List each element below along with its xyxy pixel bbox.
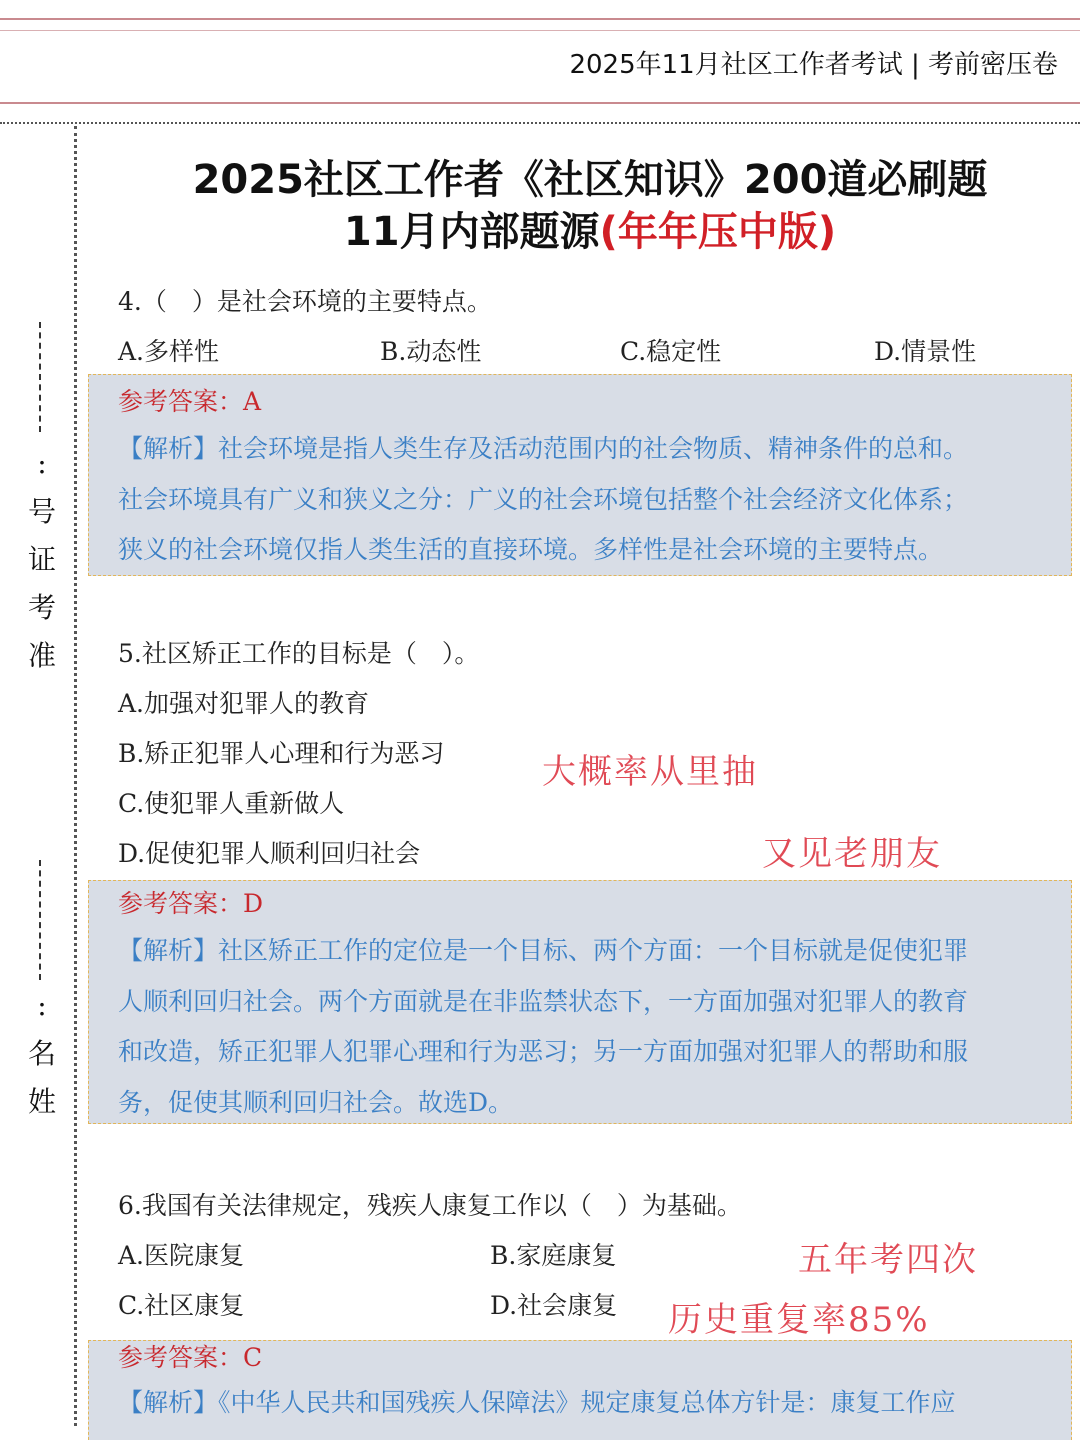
side-char: 准 bbox=[27, 639, 56, 672]
question-6-answer: 参考答案：C bbox=[118, 1343, 263, 1372]
header-text: 2025年11月社区工作者考试 | 考前密压卷 bbox=[569, 50, 1058, 80]
question-4-stem: 4.（ ）是社会环境的主要特点。 bbox=[118, 287, 492, 316]
question-5-option-b: B.矫正犯罪人心理和行为恶习 bbox=[118, 739, 445, 768]
question-6-option-a: A.医院康复 bbox=[118, 1241, 245, 1270]
handwritten-note: 又见老朋友 bbox=[762, 834, 942, 874]
side-label-exam-id bbox=[22, 440, 62, 680]
question-5-option-a: A.加强对犯罪人的教育 bbox=[118, 689, 370, 718]
question-6-stem: 6.我国有关法律规定，残疾人康复工作以（ ）为基础。 bbox=[118, 1191, 742, 1220]
question-4-option-b: B.动态性 bbox=[380, 337, 482, 366]
side-char: 证 bbox=[27, 543, 56, 576]
handwritten-note: 五年考四次 bbox=[798, 1240, 978, 1280]
question-4-option-c: C.稳定性 bbox=[620, 337, 722, 366]
question-6-option-b: B.家庭康复 bbox=[490, 1241, 617, 1270]
subtitle-main: 11月内部题源 bbox=[343, 209, 600, 255]
explanation-line: 【解析】《中华人民共和国残疾人保障法》规定康复总体方针是：康复工作应 bbox=[118, 1388, 956, 1417]
question-4-option-d: D.情景性 bbox=[874, 337, 977, 366]
page-subtitle bbox=[100, 200, 1080, 257]
page-title: 2025社区工作者《社区知识》200道必刷题 bbox=[192, 157, 988, 203]
exam-id-blank-line bbox=[39, 322, 41, 432]
explanation-line: 【解析】社会环境是指人类生存及活动范围内的社会物质、精神条件的总和。 bbox=[118, 434, 969, 463]
side-char: 姓 bbox=[27, 1085, 56, 1118]
side-char: 考 bbox=[27, 591, 56, 624]
question-5-option-c: C.使犯罪人重新做人 bbox=[118, 789, 345, 818]
header-rule-top bbox=[0, 18, 1080, 20]
side-char: : bbox=[37, 447, 47, 480]
question-5-explanation bbox=[118, 926, 1068, 1128]
name-blank-line bbox=[39, 860, 41, 980]
side-char: 名 bbox=[27, 1037, 56, 1070]
question-4-option-a: A.多样性 bbox=[118, 337, 220, 366]
side-char: : bbox=[37, 989, 47, 1022]
side-label-name bbox=[22, 982, 62, 1126]
binding-dotted-line bbox=[74, 126, 77, 1426]
handwritten-note: 历史重复率85% bbox=[668, 1300, 930, 1340]
question-6-option-d: D.社会康复 bbox=[490, 1291, 618, 1320]
explanation-line: 社会环境具有广义和狭义之分：广义的社会环境包括整个社会经济文化体系； bbox=[118, 484, 969, 514]
header-dotted-rule bbox=[0, 122, 1080, 124]
question-4-explanation bbox=[118, 424, 1068, 576]
question-6-explanation bbox=[118, 1378, 1068, 1429]
question-4-answer: 参考答案：A bbox=[118, 387, 262, 416]
side-char: 号 bbox=[27, 495, 56, 528]
explanation-line: 狭义的社会环境仅指人类生活的直接环境。多样性是社会环境的主要特点。 bbox=[118, 535, 944, 564]
explanation-line: 和改造，矫正犯罪人犯罪心理和行为恶习；另一方面加强对犯罪人的帮助和服 bbox=[118, 1037, 969, 1066]
header-rule-bottom bbox=[0, 102, 1080, 104]
question-5-option-d: D.促使犯罪人顺利回归社会 bbox=[118, 839, 421, 868]
handwritten-note: 大概率从里抽 bbox=[542, 752, 758, 792]
question-5-stem: 5.社区矫正工作的目标是（ ）。 bbox=[118, 639, 480, 668]
explanation-line: 务，促使其顺利回归社会。故选D。 bbox=[118, 1087, 514, 1117]
question-5-answer: 参考答案：D bbox=[118, 889, 264, 918]
explanation-line: 【解析】社区矫正工作的定位是一个目标、两个方面：一个目标就是促使犯罪 bbox=[118, 936, 969, 965]
question-6-option-c: C.社区康复 bbox=[118, 1291, 245, 1320]
header-rule-top-thin bbox=[0, 30, 1080, 31]
explanation-line: 人顺利回归社会。两个方面就是在非监禁状态下，一方面加强对犯罪人的教育 bbox=[118, 986, 969, 1016]
subtitle-highlight: (年年压中版) bbox=[599, 209, 837, 255]
